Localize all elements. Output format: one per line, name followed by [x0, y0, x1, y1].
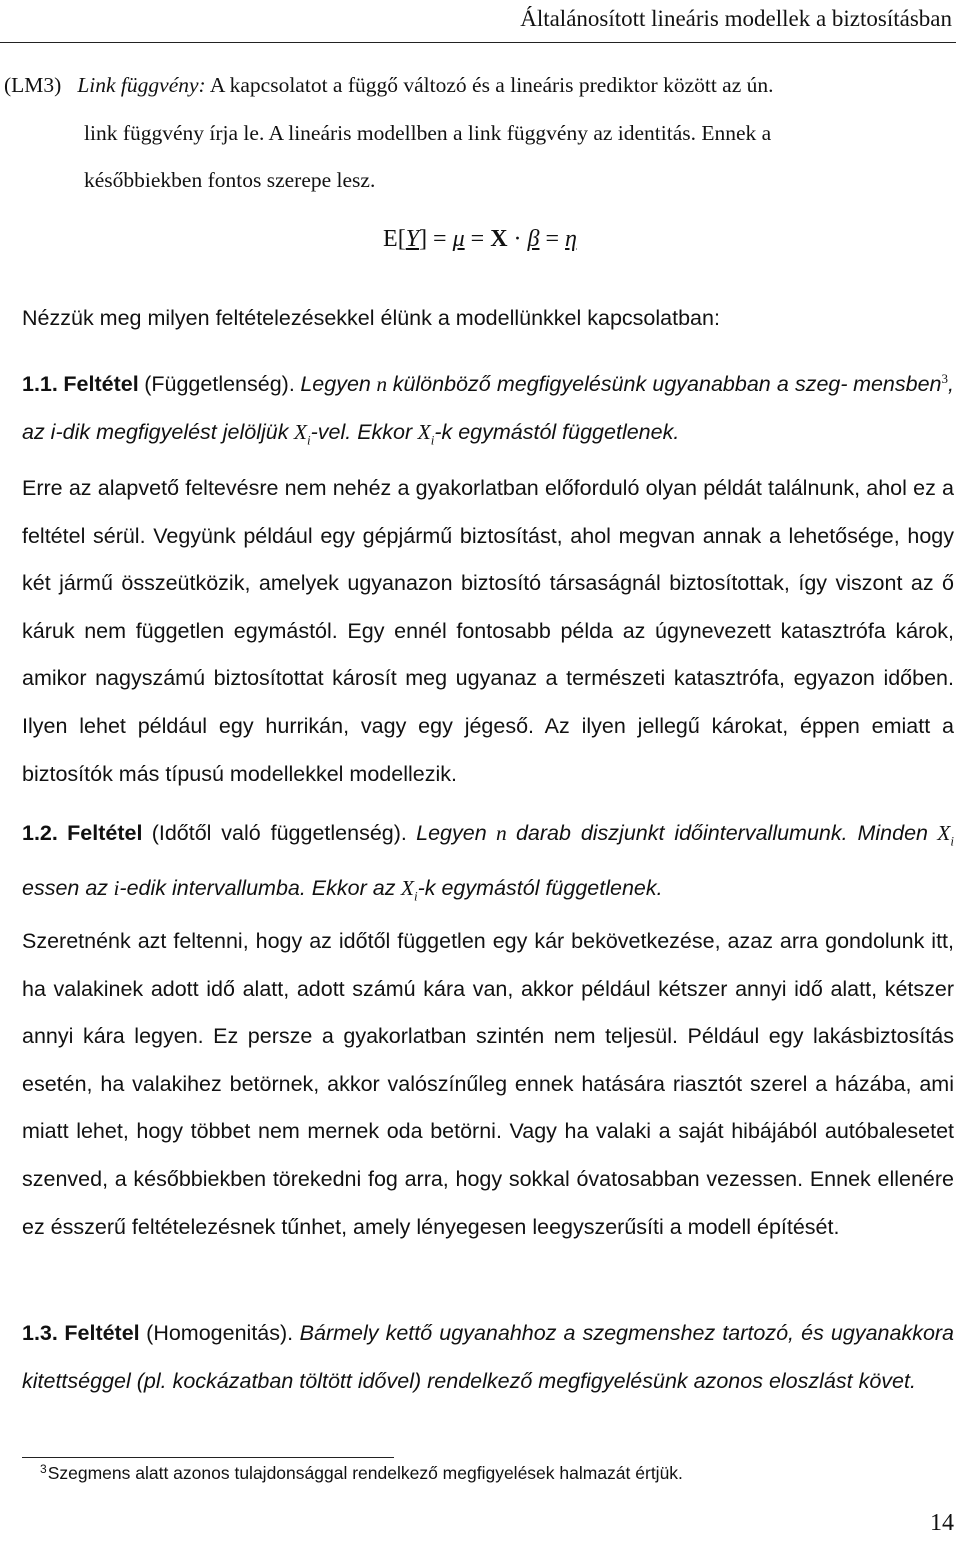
lm3-tag: (LM3) [4, 73, 62, 97]
assumption-1-text-a: Legyen [300, 372, 371, 396]
footnote-mark: 3 [941, 371, 949, 386]
footnote-number: 3 [40, 1462, 47, 1476]
var-X: X [400, 875, 414, 900]
running-header: Általánosított lineáris modellek a biztosításban [520, 6, 952, 31]
var-i: i [430, 431, 435, 447]
assumption-2-text-e: -k egymástól függetlenek. [417, 875, 663, 900]
assumption-1-text-c: mensben [853, 372, 942, 396]
assumption-2-X-1 [937, 821, 955, 849]
lm3-definition [4, 62, 954, 205]
lm3-term: Link függvény: [77, 73, 206, 97]
lm3-line1: A kapcsolatot a függő változó és a lineáris prediktor között az ún. [209, 73, 774, 97]
assumption-3-label: Feltétel [64, 1321, 140, 1345]
eq-X: X [490, 226, 508, 252]
lm3-line3: későbbiekben fontos szerepe lesz. [84, 168, 376, 193]
footnote-rule [22, 1457, 394, 1458]
assumption-1-X-1 [293, 419, 311, 447]
intro-paragraph: Nézzük meg milyen feltételezésekkel élünk a modellünkkel kapcsolatban: [22, 306, 720, 330]
var-i: i [950, 833, 955, 849]
assumption-2-name: (Időtől való függetlenség). [151, 821, 407, 845]
lm3-line2: link függvény írja le. A lineáris modellben a link függvény az identitás. Ennek a [84, 120, 772, 145]
paragraph-2: Erre az alapvető feltevésre nem nehéz a gyakorlatban előforduló olyan példát találnunk, ahol ez a feltétel sérül. Vegyünk például egy gépjármű biztosítást, ahol megvan annak a lehetősége, hogy két jármű összeütközik, amelyek ugyanazon biztosító társaságnál biztosítottak, így viszont az ő káruk nem független egymástól. Egy ennél fontosabb példa az úgynevezett katasztrófa károk, amikor nagyszámú biztosítottat károsít meg ugyanaz a természeti katasztrófa, egyazon időben. Ilyen lehet például egy hurrikán, vagy egy jégeső. Az ilyen jellegű károkat, éppen emiatt a biztosítók más típusú modellekkel modellezik. [22, 476, 954, 786]
assumption-2-text-a: Legyen [416, 821, 487, 845]
var-i: i [413, 888, 418, 904]
eq-beta: β [527, 226, 540, 252]
assumption-3-number: 1.3. [22, 1321, 58, 1345]
assumption-1-label: Feltétel [63, 372, 139, 396]
assumption-2-n: n [495, 821, 507, 845]
footnote-text: Szegmens alatt azonos tulajdonsággal rendelkező megfigyelések halmazát értjük. [47, 1463, 683, 1483]
assumption-1 [22, 355, 954, 463]
header-rule [0, 42, 956, 43]
eq-mu: μ [452, 226, 465, 252]
assumption-1-name: (Függetlenség). [144, 372, 295, 396]
footnote [40, 1462, 683, 1484]
page-number: 14 [930, 1510, 954, 1536]
assumption-2-text-c: essen az [22, 875, 109, 900]
assumption-3-name: (Homogenitás). [146, 1321, 294, 1345]
assumption-2-text-d: -edik intervallumba. Ekkor az [119, 875, 396, 900]
paragraph-3: Szeretnénk azt feltenni, hogy az időtől független egy kár bekövetkezése, azaz arra gondolunk itt, ha valakinek adott idő alatt, adott számú kára van, akkor például kétszer annyi idő alatt, kétszer annyi kára legyen. Ez persze a gyakorlatban szintén nem teljesül. Például egy lakásbiztosítás esetén, ha valakihez betörnek, akkor valószínűleg ennek hatására riasztót szerel a házába, ami miatt lehet, hogy többet nem mernek oda betörni. Vagy ha valaki a saját hibájából autóbalesetet szenved, a későbbiekben törekedni fog arra, hogy sokkal óvatosabban vezessen. Ennek ellenére ez ésszerű feltételezésnek tűnhet, amely lényegesen leegyszerűsíti a modell építését. [22, 929, 954, 1239]
assumption-2-X-2 [400, 875, 418, 904]
eq-sign-2: = [470, 226, 485, 252]
eq-sign-3: = [545, 226, 560, 252]
assumption-1-text-f: -k egymástól függetlenek. [434, 419, 680, 444]
assumption-2-i: i [113, 875, 120, 900]
assumption-1-X-2 [417, 419, 435, 447]
var-X: X [293, 419, 307, 444]
assumption-2-number: 1.2. [22, 821, 58, 845]
var-i: i [307, 431, 311, 447]
assumption-1-text-b: különböző megfigyelésünk ugyanabban a szeg- [392, 372, 848, 396]
eq-eta: η [565, 226, 577, 252]
assumption-1-text-e: -vel. Ekkor [310, 419, 413, 444]
var-X: X [417, 419, 431, 444]
var-X: X [937, 821, 951, 845]
link-equation [0, 226, 960, 253]
assumption-3-text: Bármely kettő ugyanahhoz a szegmenshez tartozó, és ugyanakkora kitettséggel (pl. kockázatban töltött idővel) rendelkező megfigyelésünk azonos eloszlást követ. [22, 1321, 955, 1393]
assumption-1-n: n [376, 372, 388, 396]
assumption-1-number: 1.1. [22, 372, 58, 396]
eq-lhs: E[Y] = [383, 226, 447, 252]
eq-dot: · [513, 226, 522, 252]
assumption-2-text-b: darab diszjunkt időintervallumunk. Minden [515, 821, 928, 845]
assumption-1-text-d: , az i-dik megfigyelést jelöljük [22, 372, 954, 444]
assumption-3 [22, 1310, 954, 1405]
assumption-2 [22, 810, 954, 920]
assumption-2-label: Feltétel [67, 821, 143, 845]
